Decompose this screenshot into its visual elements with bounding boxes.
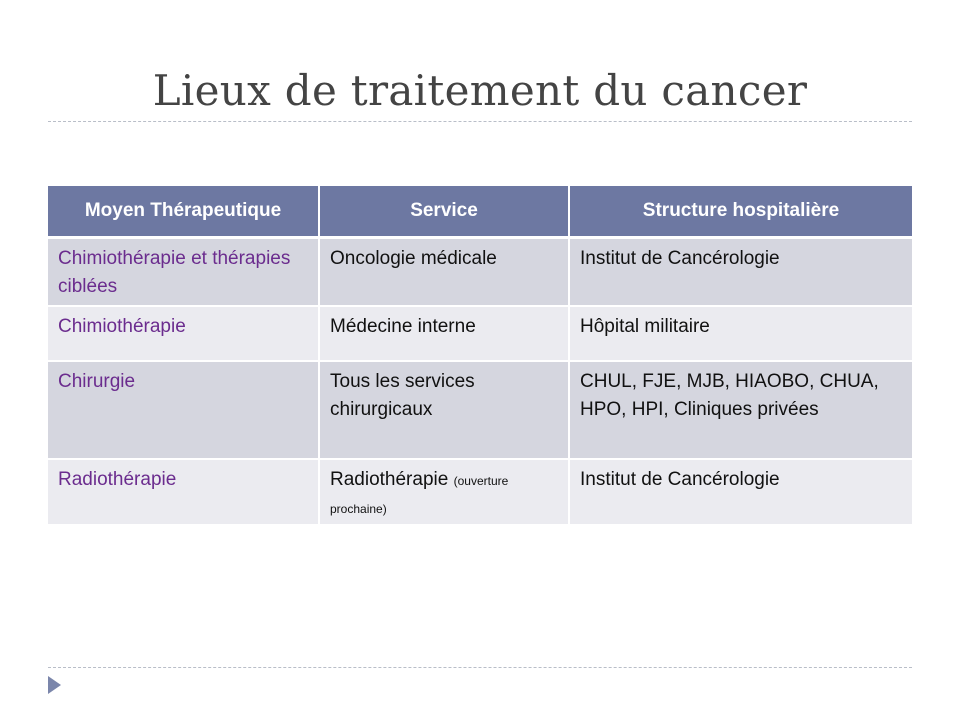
triangle-right-icon bbox=[48, 676, 61, 694]
service-text: Radiothérapie bbox=[330, 469, 449, 490]
slide-title: Lieux de traitement du cancer bbox=[152, 66, 808, 115]
treatment-table-container bbox=[48, 186, 912, 526]
header-service: Service bbox=[319, 186, 569, 238]
cell-service bbox=[319, 238, 569, 307]
table-row bbox=[48, 238, 912, 307]
cell-moyen: Radiothérapie bbox=[48, 459, 319, 525]
title-divider bbox=[48, 121, 912, 122]
service-text: Oncologie médicale bbox=[330, 248, 497, 269]
cell-structure: CHUL, FJE, MJB, HIAOBO, CHUA, HPO, HPI, Cliniques privées bbox=[569, 361, 912, 459]
cell-structure: Institut de Cancérologie bbox=[569, 459, 912, 525]
table-row bbox=[48, 459, 912, 525]
cell-structure: Hôpital militaire bbox=[569, 306, 912, 361]
table-row bbox=[48, 306, 912, 361]
cell-structure: Institut de Cancérologie bbox=[569, 238, 912, 307]
header-structure: Structure hospitalière bbox=[569, 186, 912, 238]
table-row bbox=[48, 361, 912, 459]
cell-service bbox=[319, 306, 569, 361]
cell-moyen: Chimiothérapie et thérapies ciblées bbox=[48, 238, 319, 307]
cell-moyen: Chirurgie bbox=[48, 361, 319, 459]
service-text: Tous les services chirurgicaux bbox=[330, 371, 475, 420]
footer-divider bbox=[48, 667, 912, 668]
cell-service bbox=[319, 459, 569, 525]
cell-moyen: Chimiothérapie bbox=[48, 306, 319, 361]
header-moyen: Moyen Thérapeutique bbox=[48, 186, 319, 238]
service-note: (ouverture prochaine) bbox=[330, 474, 509, 516]
treatment-table bbox=[48, 186, 912, 526]
table-header-row bbox=[48, 186, 912, 238]
cell-service bbox=[319, 361, 569, 459]
service-text: Médecine interne bbox=[330, 316, 476, 337]
